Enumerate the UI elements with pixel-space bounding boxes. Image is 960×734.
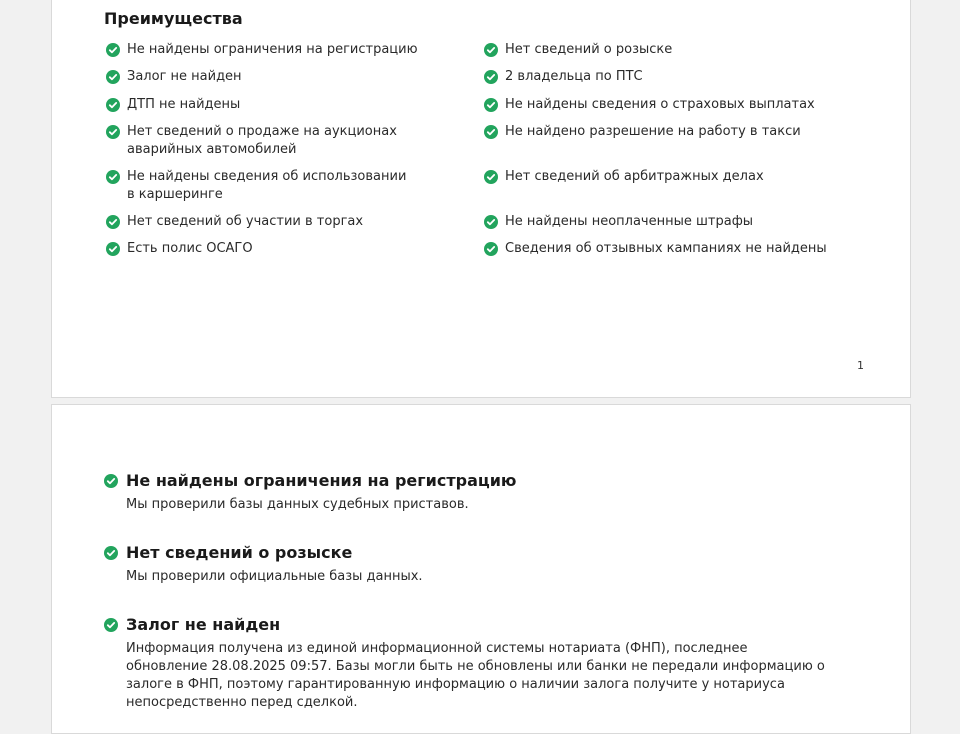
check-circle-icon <box>106 215 120 229</box>
detail-title: Залог не найден <box>126 615 281 634</box>
advantage-item <box>484 41 844 59</box>
check-circle-icon <box>104 474 118 488</box>
check-circle-icon <box>484 215 498 229</box>
advantage-item <box>106 96 476 114</box>
advantage-item <box>484 240 844 258</box>
advantage-label: Залог не найден <box>127 69 242 84</box>
advantage-label: Есть полис ОСАГО <box>127 241 253 256</box>
detail-block <box>104 543 826 586</box>
advantage-item <box>484 96 844 114</box>
detail-text: Мы проверили официальные базы данных. <box>126 569 423 584</box>
detail-block <box>104 471 826 514</box>
check-circle-icon <box>104 618 118 632</box>
advantage-label: ДТП не найдены <box>127 97 241 112</box>
check-circle-icon <box>484 242 498 256</box>
check-circle-icon <box>484 125 498 139</box>
advantage-label: Не найдены ограничения на регистрацию <box>127 42 418 57</box>
check-circle-icon <box>106 70 120 84</box>
advantages-title: Преимущества <box>104 9 243 28</box>
advantage-item <box>106 168 476 204</box>
advantage-item <box>106 123 476 159</box>
check-circle-icon <box>104 546 118 560</box>
check-circle-icon <box>106 125 120 139</box>
advantage-label: Не найдены сведения о страховых выплатах <box>505 97 815 112</box>
advantage-item <box>106 240 476 258</box>
advantage-label: Нет сведений о розыске <box>505 42 673 57</box>
advantage-label: 2 владельца по ПТС <box>505 69 643 84</box>
page-number: 1 <box>857 359 864 372</box>
detail-title: Не найдены ограничения на регистрацию <box>126 471 517 490</box>
report-page-2 <box>51 404 911 734</box>
check-circle-icon <box>484 43 498 57</box>
check-circle-icon <box>106 98 120 112</box>
detail-text: Информация получена из единой информационной системы нотариата (ФНП), последнее обновление 28.08.2025 09:57. Базы могли быть не обновлены или банки не передали информацию о залоге в ФНП, поэтому гарантированную информацию о наличии залога получите у нотариуса непосредственно перед сделкой. <box>126 641 825 710</box>
check-circle-icon <box>484 98 498 112</box>
advantage-label: Нет сведений о продаже на аукционах аварийных автомобилей <box>127 124 397 157</box>
detail-block <box>104 615 826 712</box>
advantage-item <box>106 213 476 231</box>
check-circle-icon <box>106 43 120 57</box>
advantage-label: Сведения об отзывных кампаниях не найдены <box>505 241 827 256</box>
advantage-item <box>484 123 844 141</box>
advantage-label: Нет сведений об участии в торгах <box>127 214 364 229</box>
advantage-item <box>106 41 476 59</box>
advantage-item <box>484 68 844 86</box>
advantage-item <box>106 68 476 86</box>
advantage-item <box>484 168 844 186</box>
detail-text: Мы проверили базы данных судебных приставов. <box>126 497 469 512</box>
check-circle-icon <box>106 242 120 256</box>
check-circle-icon <box>484 70 498 84</box>
advantage-item <box>484 213 844 231</box>
report-page-1 <box>51 0 911 398</box>
advantage-label: Не найдены сведения об использовании в каршеринге <box>127 169 407 202</box>
check-circle-icon <box>106 170 120 184</box>
detail-title: Нет сведений о розыске <box>126 543 353 562</box>
check-circle-icon <box>484 170 498 184</box>
advantage-label: Не найдены неоплаченные штрафы <box>505 214 754 229</box>
advantage-label: Не найдено разрешение на работу в такси <box>505 124 801 139</box>
advantage-label: Нет сведений об арбитражных делах <box>505 169 764 184</box>
